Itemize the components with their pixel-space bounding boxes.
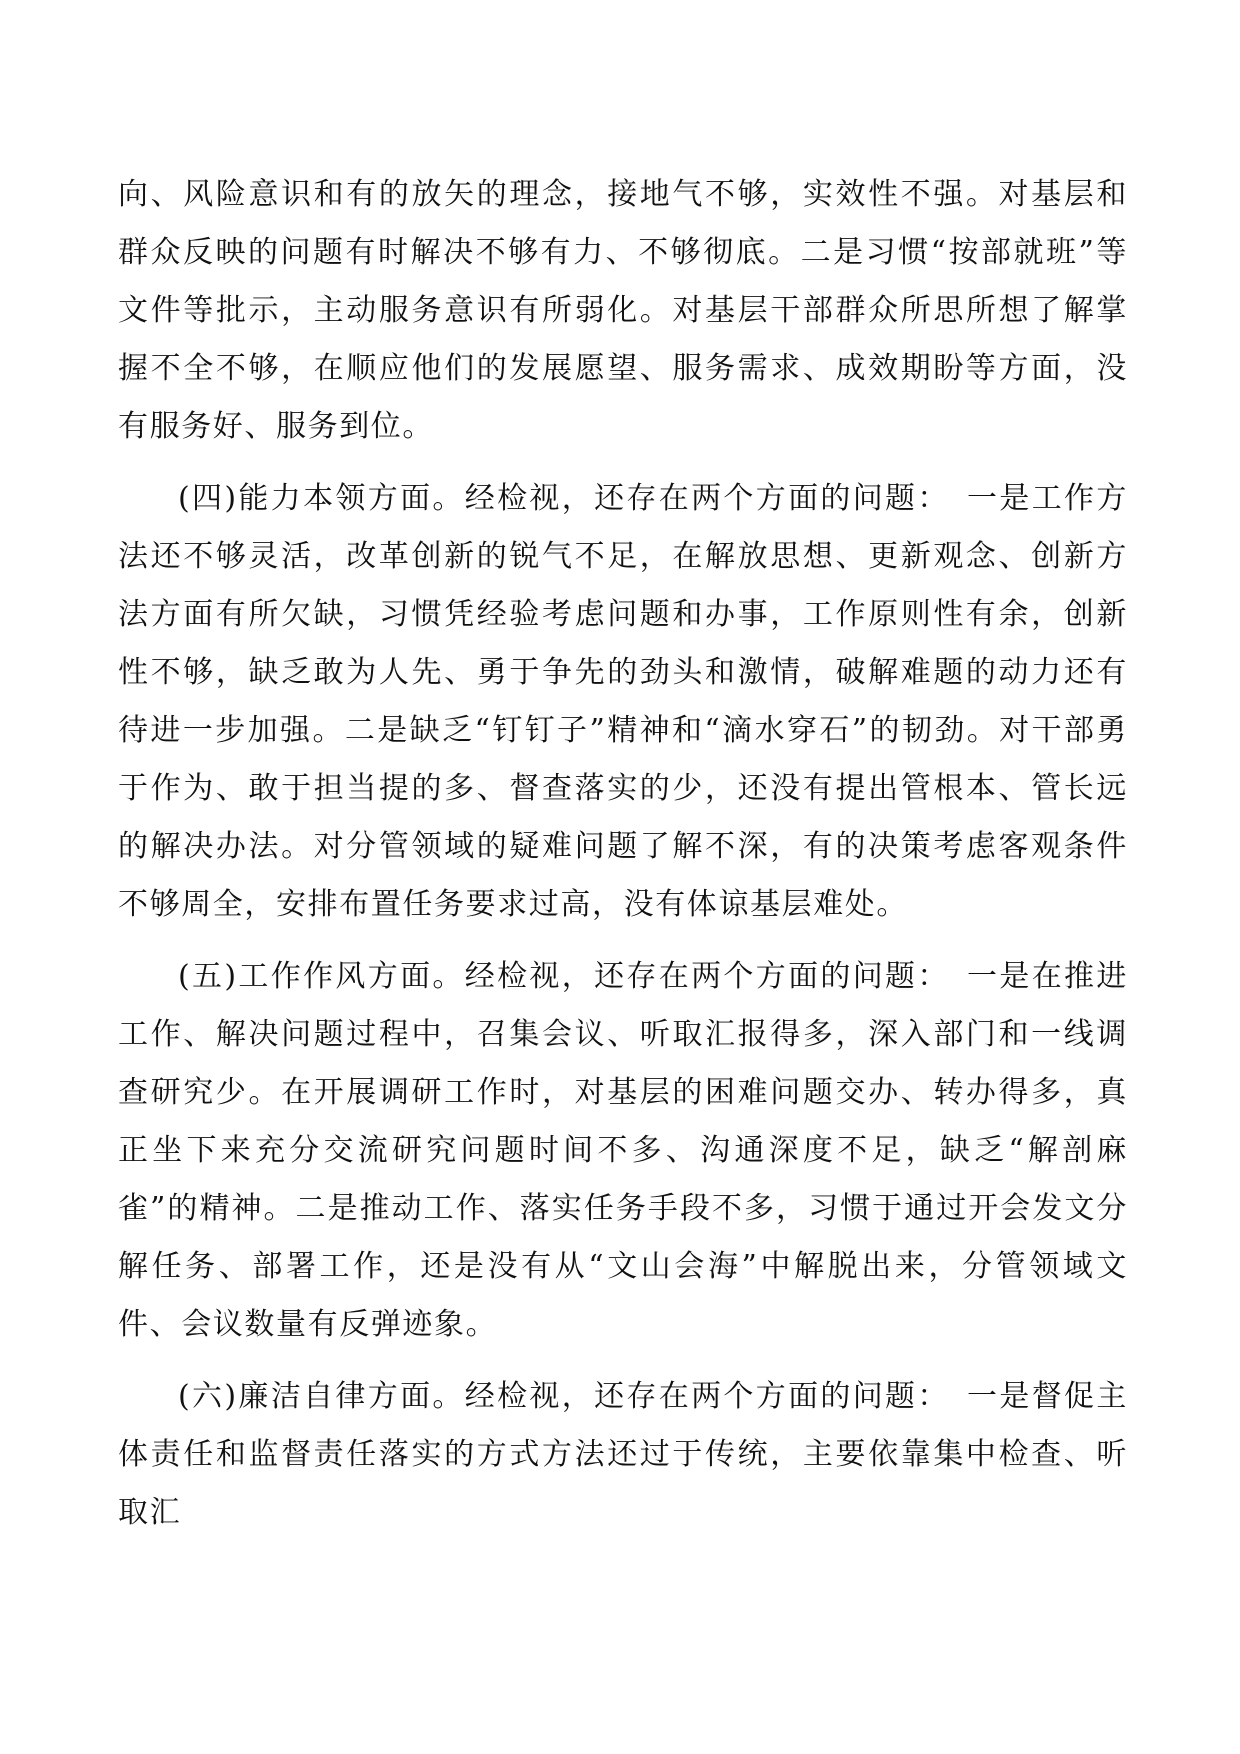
paragraph-continuation: 向、风险意识和有的放矢的理念，接地气不够，实效性不强。对基层和群众反映的问题有时解决不够有力、不够彻底。二是习惯“按部就班”等文件等批示，主动服务意识有所弱化。对基层干部群众所思所想了解掌握不全不够，在顺应他们的发展愿望、服务需求、成效期盼等方面，没有服务好、服务到位。 — [118, 177, 1128, 444]
document-body — [118, 166, 1128, 1542]
paragraph-integrity-section: (六)廉洁自律方面。经检视，还存在两个方面的问题： 一是督促主体责任和监督责任落实的方式方法还过于传统，主要依靠集中检查、听取汇 — [118, 1379, 1128, 1530]
paragraph-ability-section: (四)能力本领方面。经检视，还存在两个方面的问题： 一是工作方法还不够灵活，改革创新的锐气不足，在解放思想、更新观念、创新方法方面有所欠缺，习惯凭经验考虑问题和办事，工作原则性有余，创新性不够，缺乏敢为人先、勇于争先的劲头和激情，破解难题的动力还有待进一步加强。二是缺乏“钉钉子”精神和“滴水穿石”的韧劲。对干部勇于作为、敢于担当提的多、督查落实的少，还没有提出管根本、管长远的解决办法。对分管领域的疑难问题了解不深，有的决策考虑客观条件不够周全，安排布置任务要求过高，没有体谅基层难处。 — [118, 481, 1128, 922]
paragraph-work-style-section: (五)工作作风方面。经检视，还存在两个方面的问题： 一是在推进工作、解决问题过程中，召集会议、听取汇报得多，深入部门和一线调查研究少。在开展调研工作时，对基层的困难问题交办、转办得多，真正坐下来充分交流研究问题时间不多、沟通深度不足，缺乏“解剖麻雀”的精神。二是推动工作、落实任务手段不多，习惯于通过开会发文分解任务、部署工作，还是没有从“文山会海”中解脱出来，分管领域文件、会议数量有反弹迹象。 — [118, 959, 1128, 1342]
